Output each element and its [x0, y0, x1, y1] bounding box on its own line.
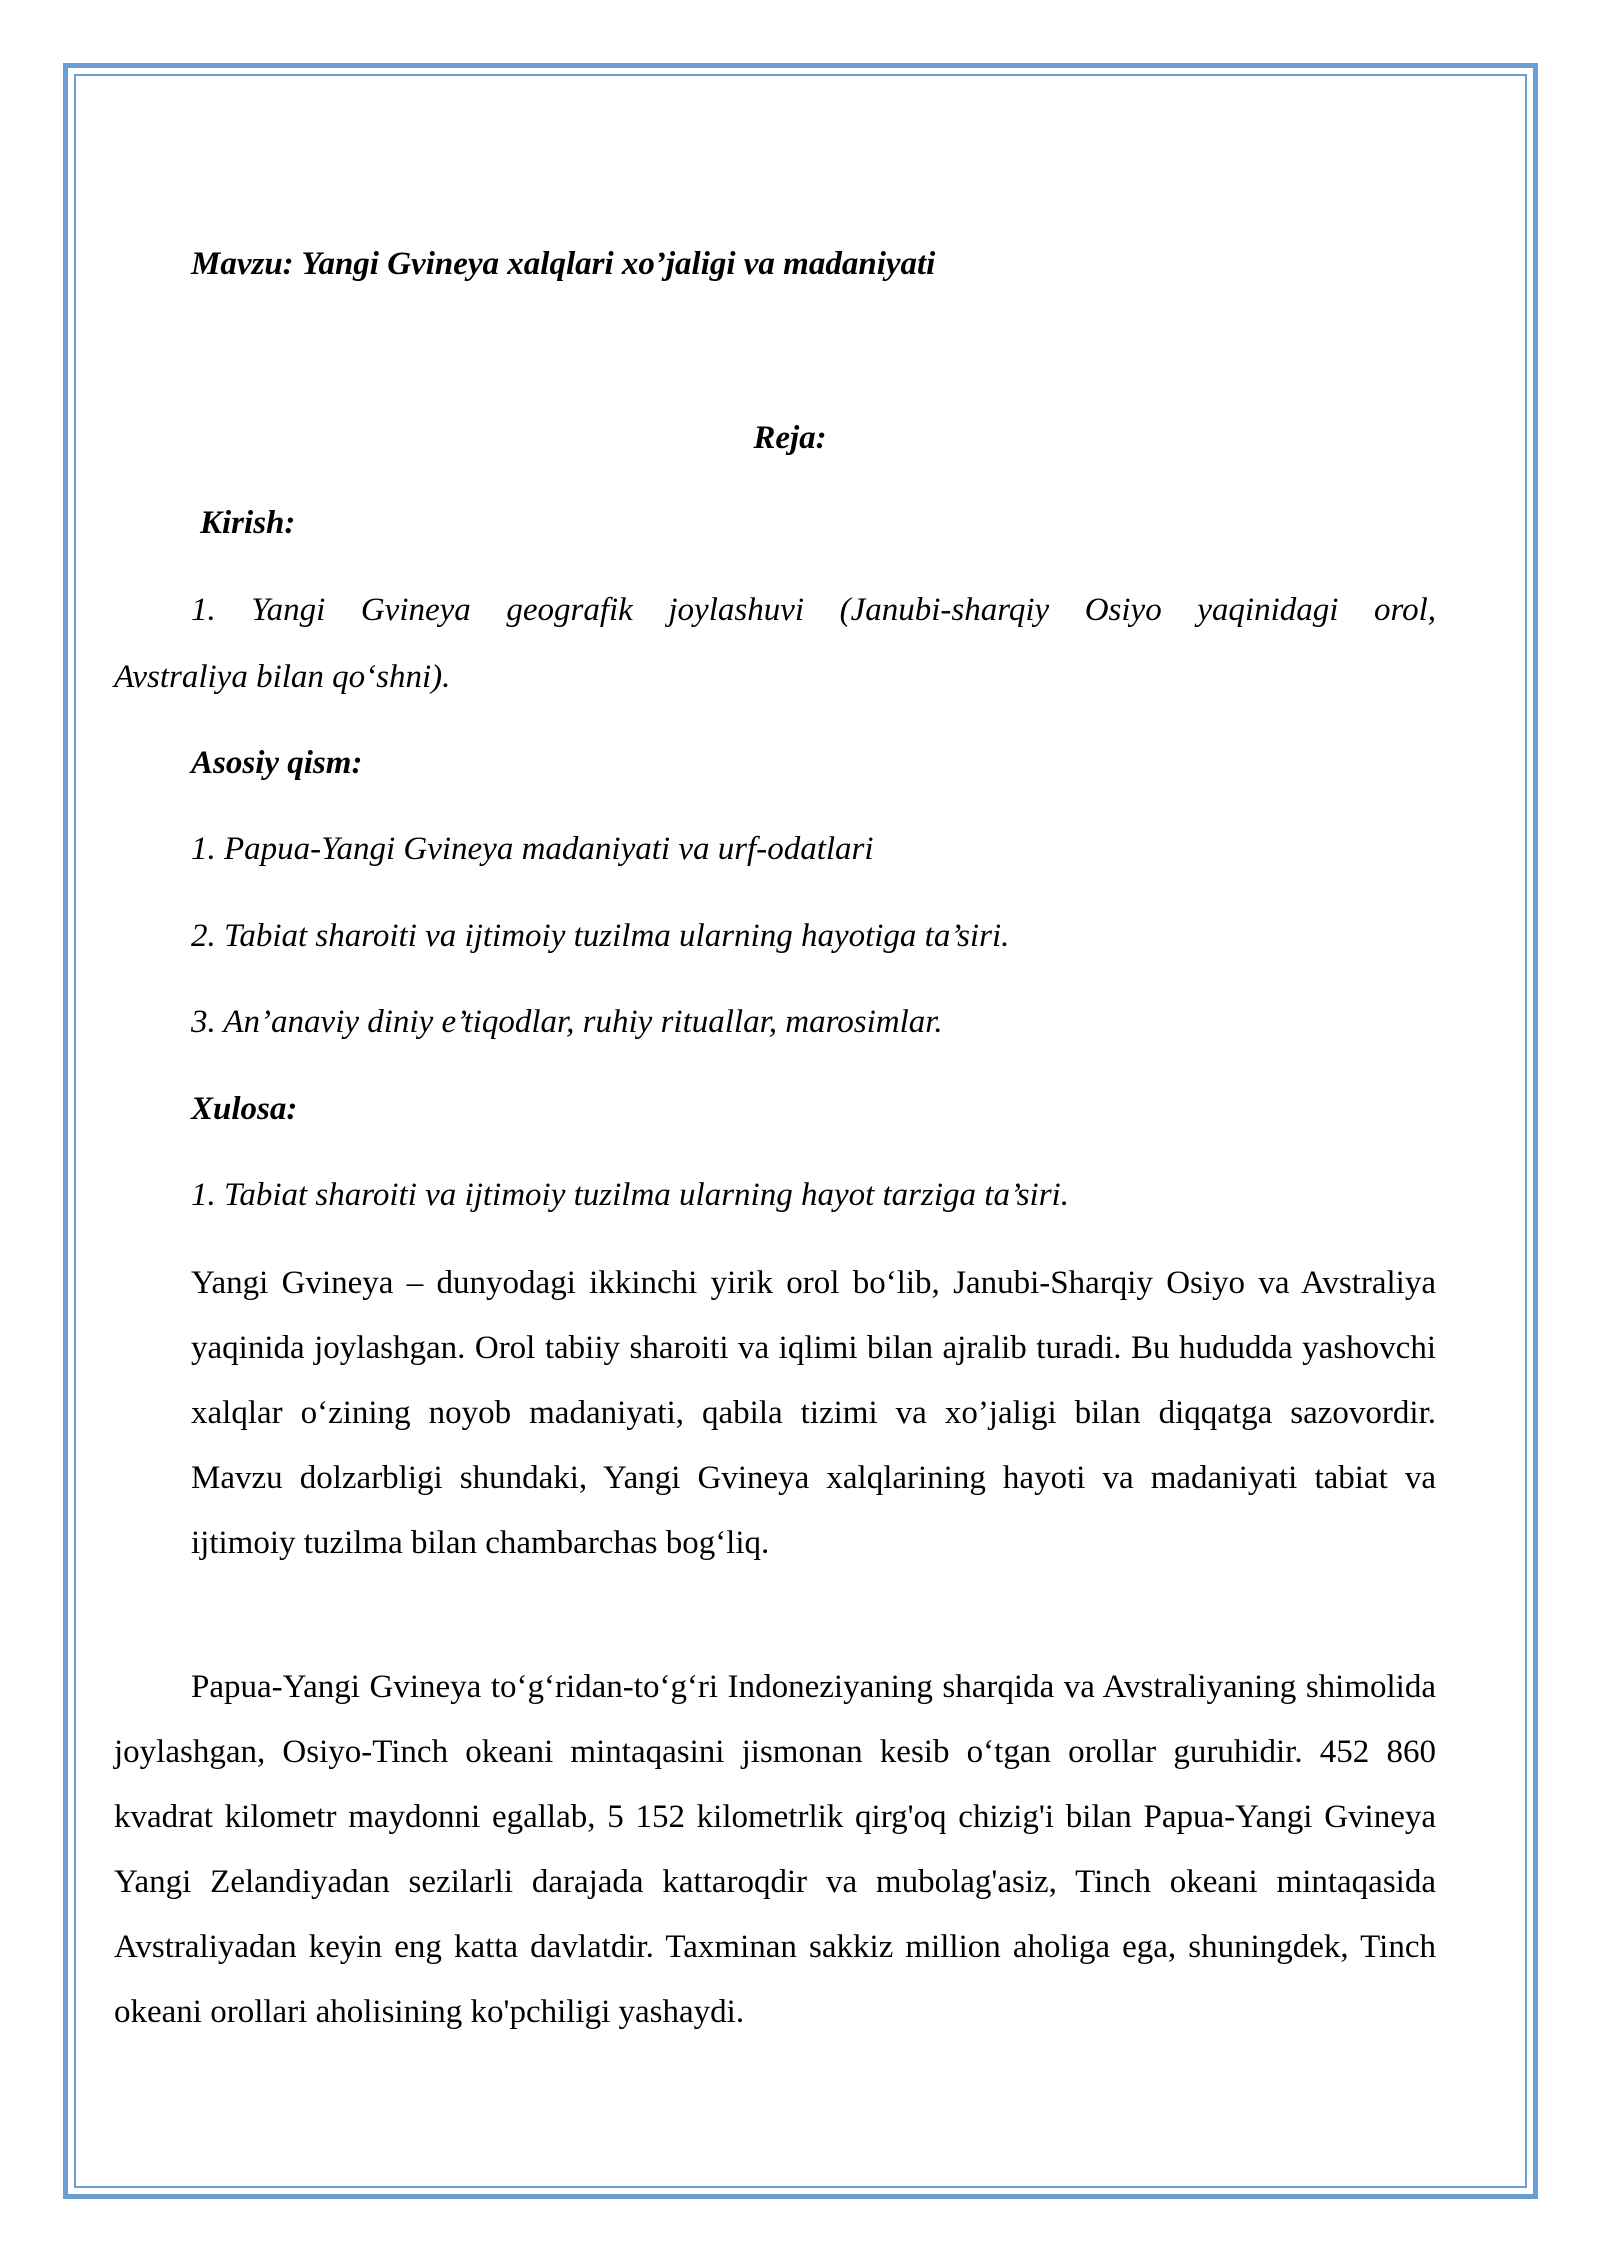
intro-item-1-line-1: 1. Yangi Gvineya geografik joylashuvi (Janubi-sharqiy Osiyo yaqinidagi orol,: [191, 592, 1436, 628]
main-item-1: 1. Papua-Yangi Gvineya madaniyati va urf-odatlari: [191, 831, 874, 867]
intro-item-1-line-2: Avstraliya bilan qo‘shni).: [114, 659, 451, 695]
topic-title: Mavzu: Yangi Gvineya xalqlari xo’jaligi va madaniyati: [191, 246, 936, 282]
intro-heading: Kirish:: [200, 505, 296, 541]
paragraph-2: Papua-Yangi Gvineya to‘g‘ridan-to‘g‘ri Indoneziyaning sharqida va Avstraliyaning shimolida joylashgan, Osiyo-Tinch okeani mintaqasini jismonan kesib o‘tgan orollar guruhidir. 452 860 kvadrat kilometr maydonni egallab, 5 152 kilometrlik qirg'oq chizig'i bilan Papua-Yangi Gvineya Yangi Zelandiyadan sezilarli darajada kattaroqdir va mubolag'asiz, Tinch okeani mintaqasida Avstraliyadan keyin eng katta davlatdir. Taxminan sakkiz million aholiga ega, shuningdek, Tinch okeani orollari aholisining ko'pchiligi yashaydi.: [114, 1669, 1436, 2030]
main-heading: Asosiy qism:: [191, 745, 363, 781]
plan-heading: Reja:: [753, 420, 827, 456]
paragraph-1: Yangi Gvineya – dunyodagi ikkinchi yirik orol bo‘lib, Janubi-Sharqiy Osiyo va Avstraliya yaqinida joylashgan. Orol tabiiy sharoiti va iqlimi bilan ajralib turadi. Bu hududda yashovchi xalqlar o‘zining noyob madaniyati, qabila tizimi va xo’jaligi bilan diqqatga sazovordir. Mavzu dolzarbligi shundaki, Yangi Gvineya xalqlarining hayoti va madaniyati tabiat va ijtimoiy tuzilma bilan chambarchas bog‘liq.: [191, 1265, 1436, 1561]
main-item-3: 3. An’anaviy diniy e’tiqodlar, ruhiy rituallar, marosimlar.: [191, 1004, 943, 1040]
main-item-2: 2. Tabiat sharoiti va ijtimoiy tuzilma ularning hayotiga ta’siri.: [191, 918, 1010, 954]
conclusion-heading: Xulosa:: [191, 1091, 298, 1127]
conclusion-item-1: 1. Tabiat sharoiti va ijtimoiy tuzilma ularning hayot tarziga ta’siri.: [191, 1177, 1069, 1213]
